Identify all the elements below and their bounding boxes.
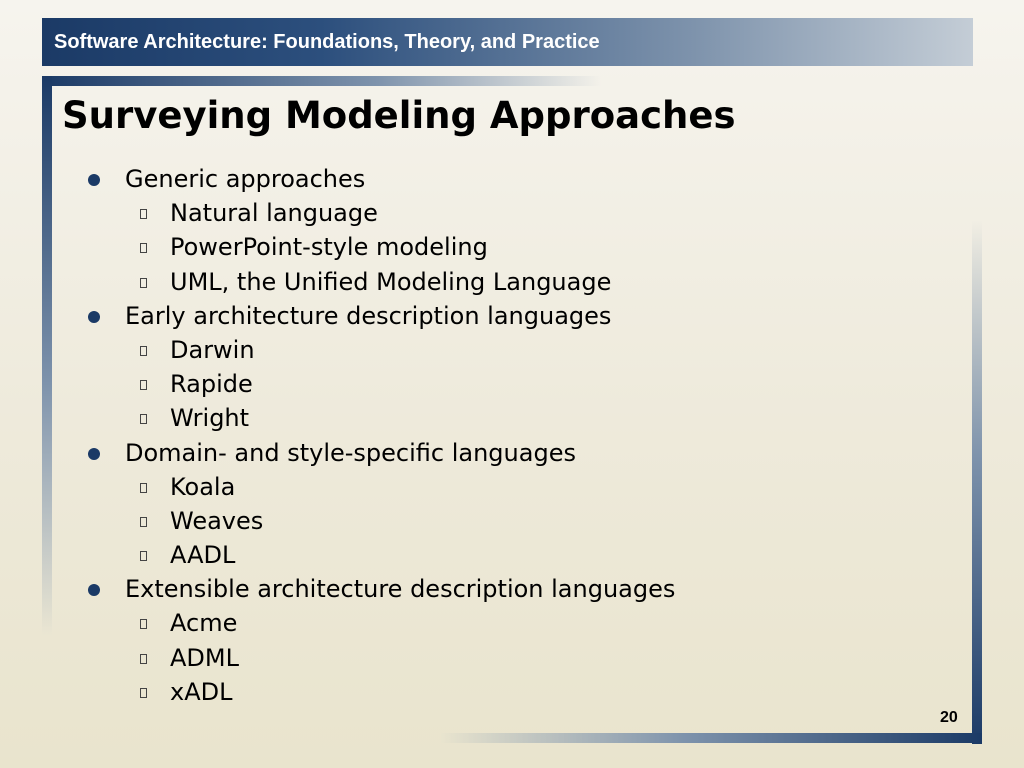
frame-accent-top	[42, 76, 602, 86]
sub-list-item-text: ADML	[170, 643, 239, 672]
sub-list-item-text: Acme	[170, 609, 238, 638]
square-bullet-icon	[140, 243, 147, 253]
bullet-dot-icon	[88, 584, 100, 596]
header-bar	[42, 18, 973, 66]
list-item-text: Early architecture description languages	[125, 301, 612, 330]
sub-list-item-text: Rapide	[170, 370, 253, 399]
page-number: 20	[940, 709, 958, 726]
slide-title: Surveying Modeling Approaches	[62, 94, 736, 137]
list-item-text: Domain- and style-specific languages	[125, 438, 576, 467]
bullet-list	[0, 162, 960, 709]
sub-list-item-text: AADL	[170, 541, 236, 570]
sub-list-item-text: PowerPoint-style modeling	[170, 233, 488, 262]
sub-list-item	[0, 265, 960, 299]
sub-list-item	[0, 606, 960, 640]
sub-list-item	[0, 196, 960, 230]
square-bullet-icon	[140, 414, 147, 424]
bullet-dot-icon	[88, 174, 100, 186]
header-title: Software Architecture: Foundations, Theory, and Practice	[54, 31, 600, 53]
list-item-text: Generic approaches	[125, 165, 366, 193]
sub-list-item	[0, 333, 960, 367]
square-bullet-icon	[140, 483, 147, 493]
sub-list-item-text: UML, the Unified Modeling Language	[170, 267, 612, 296]
square-bullet-icon	[140, 517, 147, 527]
bullet-dot-icon	[88, 448, 100, 460]
square-bullet-icon	[140, 619, 147, 629]
square-bullet-icon	[140, 278, 147, 288]
list-item	[0, 436, 960, 470]
sub-list-item-text: Darwin	[170, 335, 255, 364]
square-bullet-icon	[140, 688, 147, 698]
square-bullet-icon	[140, 346, 147, 356]
sub-list-item	[0, 504, 960, 538]
sub-list-item-text: Wright	[170, 404, 250, 433]
square-bullet-icon	[140, 380, 147, 390]
sub-list-item-text: Weaves	[170, 506, 264, 535]
sub-list-item	[0, 538, 960, 572]
sub-list-item	[0, 230, 960, 264]
bullet-dot-icon	[88, 311, 100, 323]
frame-accent-right	[972, 220, 982, 744]
sub-list-item	[0, 675, 960, 709]
sub-list-item-text: xADL	[170, 677, 233, 706]
sub-list-item-text: Natural language	[170, 199, 378, 228]
sub-list-item-text: Koala	[170, 472, 236, 501]
sub-list-item	[0, 470, 960, 504]
square-bullet-icon	[140, 654, 147, 664]
sub-list-item	[0, 367, 960, 401]
list-item	[0, 162, 960, 196]
square-bullet-icon	[140, 551, 147, 561]
frame-accent-bottom	[440, 733, 982, 743]
list-item-text: Extensible architecture description languages	[125, 575, 676, 604]
list-item	[0, 299, 960, 333]
list-item	[0, 572, 960, 606]
square-bullet-icon	[140, 209, 147, 219]
sub-list-item	[0, 401, 960, 435]
sub-list-item	[0, 641, 960, 675]
